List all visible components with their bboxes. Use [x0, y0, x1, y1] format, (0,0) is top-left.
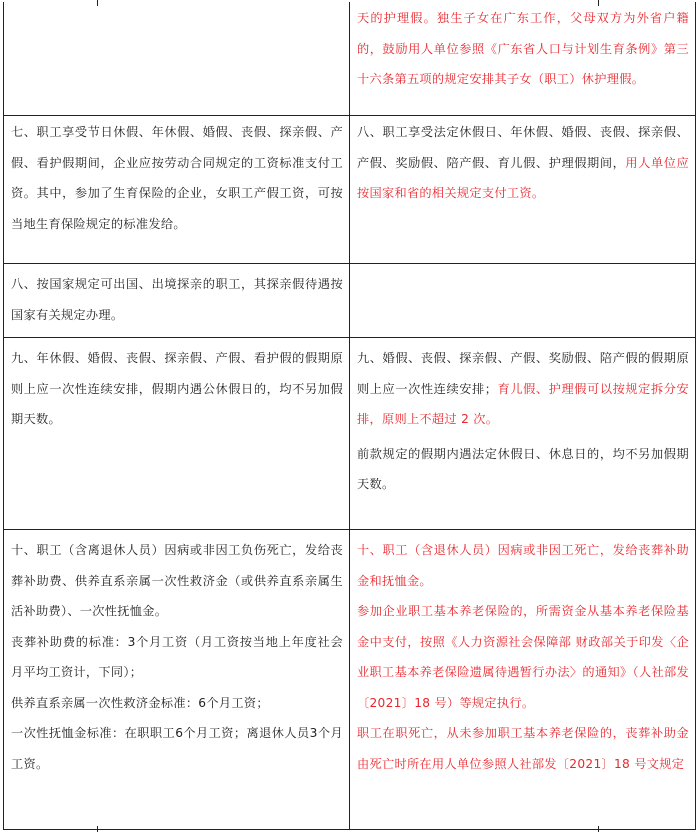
paragraph [357, 343, 689, 435]
text-segment: 一次性抚恤金标准：在职职工6个月工资；离退休人员3个月工资。 [11, 726, 343, 771]
text-segment: 职工在职死亡，从未参加职工基本养老保险的，丧葬补助金由死亡时所在用人单位参照人社部发〔2021〕18 号文规定 [357, 726, 689, 771]
table-cell-right [350, 338, 695, 500]
policy-comparison-table [3, 2, 696, 830]
text-segment: 天的护理假。独生子女在广东工作，父母双方为外省户籍的，鼓励用人单位参照《广东省人口与计划生育条例》第三十六条第五项的规定安排其子女（职工）休护理假。 [357, 11, 689, 86]
paragraph [357, 596, 689, 718]
text-segment: 八、按国家规定可出国、出境探亲的职工，其探亲假待遇按国家有关规定办理。 [11, 277, 343, 322]
text-segment: 八、职工享受法定休假日、年休假、婚假、丧假、探亲假、产假、奖励假、陪产假、育儿假、护理假期间， [357, 125, 689, 170]
text-segment: 前款规定的假期内遇法定休假日、休息日的，均不另加假期天数。 [357, 446, 689, 491]
paragraph [11, 627, 343, 688]
table-cell-right [350, 530, 695, 779]
text-segment: 育儿假、护理假可以按规定拆分安排，原则上不超过 2 次。 [357, 381, 689, 426]
paragraph [11, 269, 343, 330]
paragraph [357, 718, 689, 779]
text-segment: 丧葬补助费的标准：3个月工资（月工资按当地上年度社会月平均工资计，下同）； [11, 634, 343, 679]
text-segment: 参加企业职工基本养老保险的，所需资金从基本养老保险基金中支付，按照《人力资源社会保障部 财政部关于印发〈企业职工基本养老保险遗属待遇暂行办法〉的通知》（人社部发〔2021〕18 号）等规定执行。 [357, 604, 689, 710]
table-row [4, 2, 695, 115]
table-cell-right [350, 2, 695, 95]
page-corner-mark [97, 0, 98, 6]
table-row [4, 263, 695, 338]
paragraph [11, 117, 343, 239]
page-corner-mark [97, 826, 98, 832]
table-row [4, 529, 695, 831]
page-corner-mark [598, 826, 599, 832]
paragraph [11, 535, 343, 627]
text-segment: 九、年休假、婚假、丧假、探亲假、产假、看护假的假期原则上应一次性连续安排，假期内遇公休假日的，均不另加假期天数。 [11, 351, 343, 426]
text-segment: 用人单位应按国家和省的相关规定支付工资。 [357, 155, 689, 200]
paragraph [11, 343, 343, 435]
paragraph [357, 3, 689, 95]
table-cell-left [4, 116, 349, 239]
table-cell-left [4, 2, 349, 3]
text-segment: 七、职工享受节日休假、年休假、婚假、丧假、探亲假、产假、看护假期间，企业应按劳动合同规定的工资标准支付工资。其中，参加了生育保险的企业，女职工产假工资，可按当地生育保险规定的标准发给。 [11, 125, 343, 231]
table-cell-left [4, 264, 349, 330]
text-segment: 十、职工（含退休人员）因病或非因工死亡，发给丧葬补助金和抚恤金。 [357, 543, 689, 588]
paragraph [357, 535, 689, 596]
paragraph [357, 439, 689, 500]
text-segment: 十、职工（含离退休人员）因病或非因工负伤死亡，发给丧葬补助费、供养直系亲属一次性救济金（或供养直系亲属生活补助费）、一次性抚恤金。 [11, 543, 343, 618]
page-corner-mark [598, 0, 599, 6]
paragraph [357, 117, 689, 209]
table-row [4, 115, 695, 264]
table-cell-right [350, 116, 695, 209]
table-cell-left [4, 530, 349, 779]
table-cell-left [4, 338, 349, 435]
text-segment: 供养直系亲属一次性救济金标准：6个月工资； [11, 695, 269, 710]
paragraph [11, 718, 343, 779]
table-row [4, 337, 695, 530]
paragraph [11, 688, 343, 719]
text-segment: 九、婚假、丧假、探亲假、产假、奖励假、陪产假的假期原则上应一次性连续安排； [357, 351, 689, 396]
